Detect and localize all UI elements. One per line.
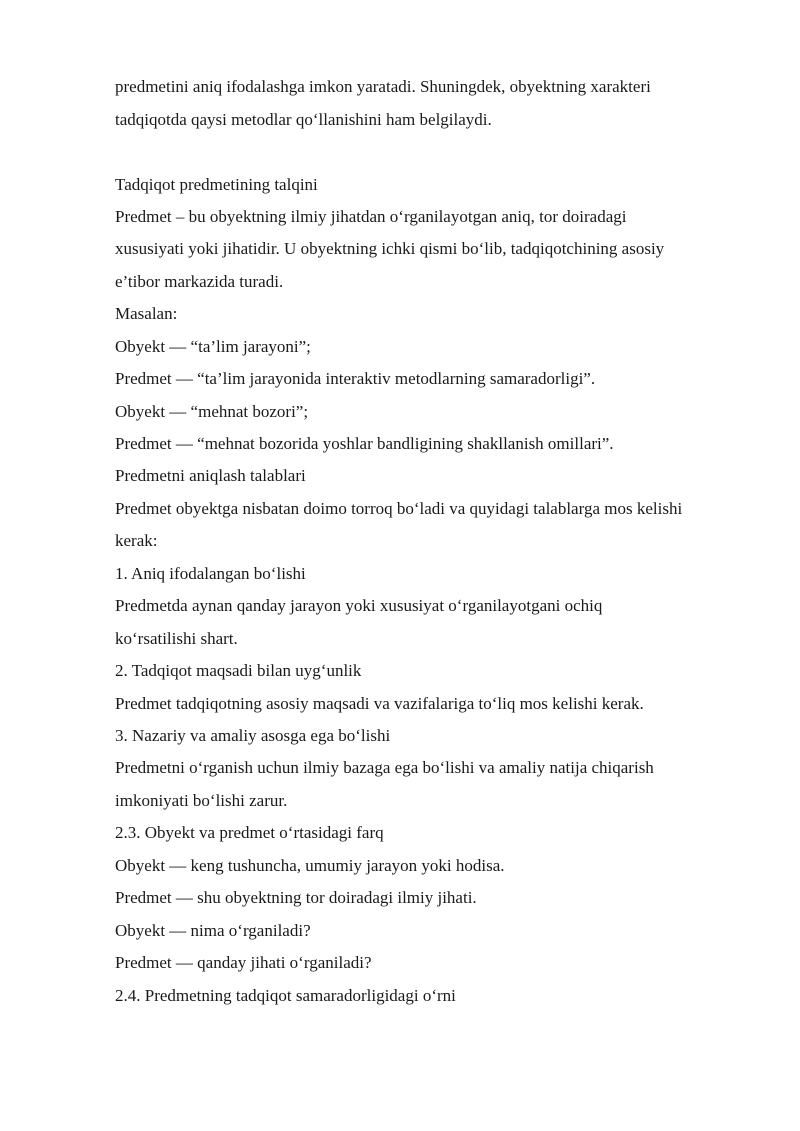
text-line: Predmet tadqiqotning asosiy maqsadi va vazifalariga to‘liq mos kelishi kerak. [115, 694, 644, 713]
text-line: Predmetda aynan qanday jarayon yoki xususiyat o‘rganilayotgani ochiq [115, 596, 603, 615]
text-line: Masalan: [115, 304, 178, 323]
text-line: Obyekt — nima o‘rganiladi? [115, 921, 311, 940]
text-line: Obyekt — keng tushuncha, umumiy jarayon yoki hodisa. [115, 856, 505, 875]
section-heading: Predmetni aniqlash talablari [115, 466, 306, 485]
text-line: e’tibor markazida turadi. [115, 272, 284, 291]
text-line: Predmetni o‘rganish uchun ilmiy bazaga ega bo‘lishi va amaliy natija chiqarish [115, 758, 654, 777]
list-item-heading: 3. Nazariy va amaliy asosga ega bo‘lishi [115, 726, 391, 745]
section-heading: 2.3. Obyekt va predmet o‘rtasidagi farq [115, 823, 384, 842]
list-item-heading: 1. Aniq ifodalangan bo‘lishi [115, 564, 306, 583]
text-line: kerak: [115, 531, 158, 550]
text-line: Predmet – bu obyektning ilmiy jihatdan o‘rganilayotgan aniq, tor doiradagi [115, 207, 627, 226]
list-item-heading: 2. Tadqiqot maqsadi bilan uyg‘unlik [115, 661, 362, 680]
text-line: Predmet — “ta’lim jarayonida interaktiv metodlarning samaradorligi”. [115, 369, 596, 388]
text-line: ko‘rsatilishi shart. [115, 629, 238, 648]
text-line: Obyekt — “ta’lim jarayoni”; [115, 337, 311, 356]
text-line: Predmet — shu obyektning tor doiradagi ilmiy jihati. [115, 888, 477, 907]
text-line: imkoniyati bo‘lishi zarur. [115, 791, 288, 810]
section-heading: 2.4. Predmetning tadqiqot samaradorligidagi o‘rni [115, 986, 456, 1005]
text-line: Predmet — “mehnat bozorida yoshlar bandligining shakllanish omillari”. [115, 434, 614, 453]
text-line: xususiyati yoki jihatidir. U obyektning ichki qismi bo‘lib, tadqiqotchining asosiy [115, 239, 665, 258]
text-line: Predmet — qanday jihati o‘rganiladi? [115, 953, 372, 972]
text-line: tadqiqotda qaysi metodlar qo‘llanishini ham belgilaydi. [115, 110, 492, 129]
text-line: predmetini aniq ifodalashga imkon yaratadi. Shuningdek, obyektning xarakteri [115, 77, 651, 96]
text-line: Obyekt — “mehnat bozori”; [115, 402, 309, 421]
section-heading: Tadqiqot predmetining talqini [115, 175, 318, 194]
text-line: Predmet obyektga nisbatan doimo torroq bo‘ladi va quyidagi talablarga mos kelishi [115, 499, 683, 518]
